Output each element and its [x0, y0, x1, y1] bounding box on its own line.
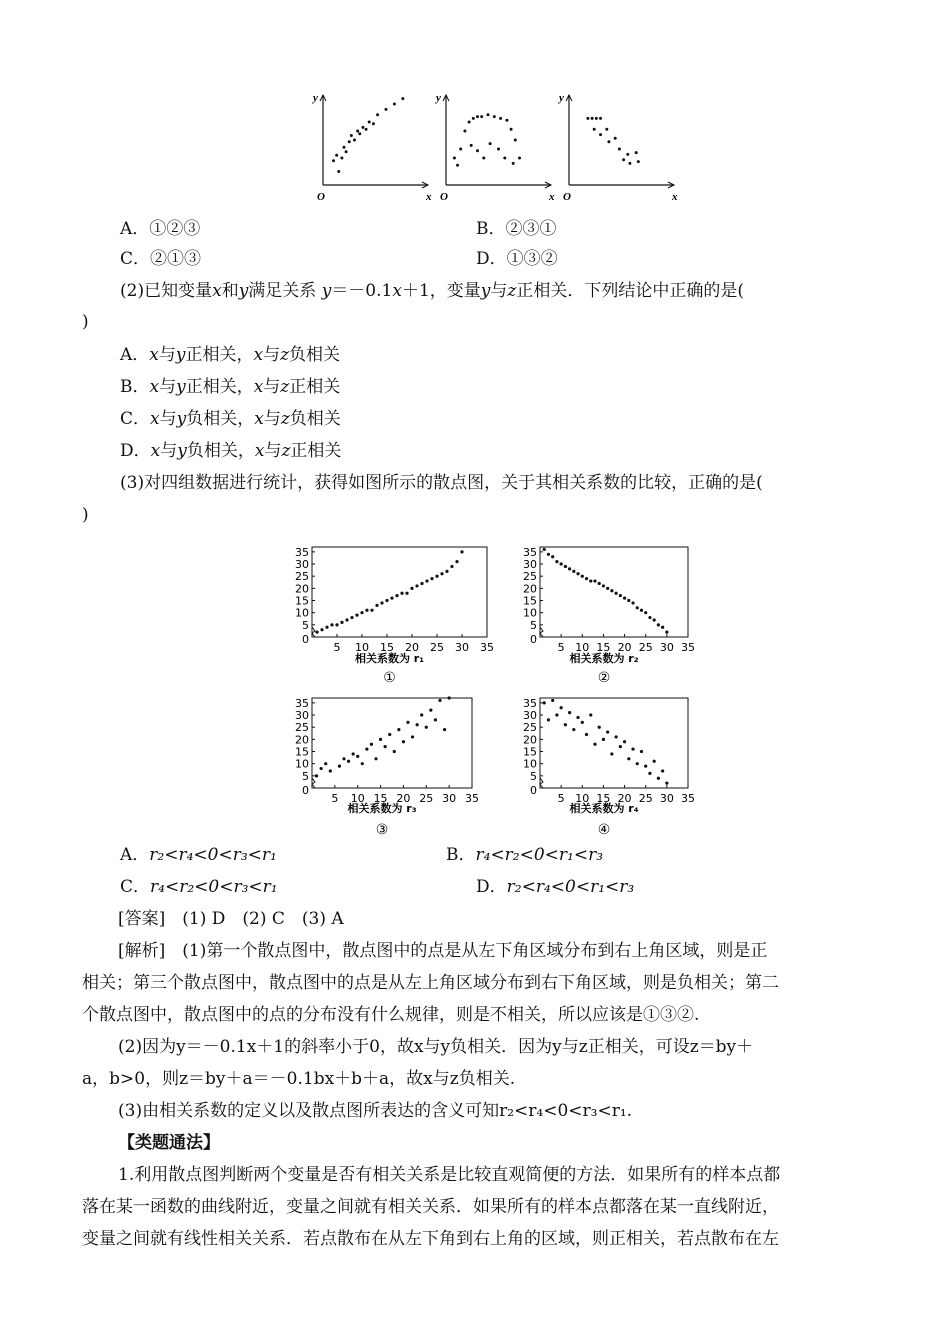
data-point [653, 618, 656, 621]
data-point [593, 743, 596, 746]
data-point [365, 609, 368, 612]
x-axis-label: x [672, 191, 678, 203]
data-point [657, 777, 660, 780]
y-tick-label: 5 [530, 618, 537, 632]
y-axis-label: y [559, 92, 564, 104]
q3-stem: (3)对四组数据进行统计，获得如图所示的散点图，关于其相关系数的比较，正确的是( [120, 473, 763, 493]
data-point [416, 723, 419, 726]
data-point [445, 570, 448, 573]
data-point [661, 769, 664, 772]
data-point [476, 115, 479, 118]
data-point [335, 154, 338, 157]
data-point [568, 567, 571, 570]
data-point [450, 565, 453, 568]
x-tick-label: 10 [355, 641, 369, 654]
data-point [384, 745, 387, 748]
data-point [463, 130, 466, 133]
data-point [631, 747, 634, 750]
analysis-line-2: 相关；第三个散点图中，散点图中的点是从左上角区域分布到右下角区域，则是负相关；第二 [82, 973, 779, 993]
data-point [547, 553, 550, 556]
data-point [653, 760, 656, 763]
correlation-charts [0, 535, 950, 845]
data-point [605, 128, 608, 131]
data-point [355, 614, 358, 617]
y-tick-label: 25 [295, 570, 309, 584]
data-point [338, 765, 341, 768]
data-point [345, 150, 348, 153]
y-tick-label: 25 [523, 721, 537, 735]
data-point [374, 757, 377, 760]
data-point [489, 142, 492, 145]
data-point [385, 599, 388, 602]
x-tick-label: 10 [350, 792, 365, 805]
method-line-3: 变量之间就有线性相关关系．若点散布在从左下角到右上角的区域，则正相关，若点散布在左 [82, 1229, 779, 1249]
data-point [320, 767, 323, 770]
chart-caption: 相关系数为 r₃ [347, 802, 417, 815]
data-point [598, 726, 601, 729]
data-point [405, 592, 408, 595]
x-tick-label: 5 [331, 792, 339, 805]
data-point [628, 162, 631, 165]
q3-option-d: D．r₂<r₄<0<r₁<r₃ [476, 877, 635, 897]
y-tick-label: 20 [295, 582, 309, 596]
analysis-line-3: 个散点图中，散点图中的点的分布没有什么规律，则是不相关，所以应该是①③②. [82, 1005, 700, 1025]
data-point [456, 164, 459, 167]
data-point [551, 699, 554, 702]
data-point [372, 122, 375, 125]
data-point [385, 108, 388, 111]
data-point [576, 572, 579, 575]
plot-frame [312, 698, 472, 788]
x-tick-label: 20 [405, 641, 419, 654]
data-point [361, 126, 364, 129]
data-point [615, 592, 618, 595]
method-line-2: 落在某一函数的曲线附近，变量之间就有相关关系．如果所有的样本点都落在某一直线附近， [82, 1197, 779, 1217]
q3-option-c: C．r₄<r₂<0<r₃<r₁ [120, 877, 278, 897]
x-tick-label: 20 [396, 792, 411, 805]
data-point [420, 713, 423, 716]
q1-option-d: D．①③② [476, 249, 558, 269]
data-point [589, 713, 592, 716]
data-point [434, 718, 437, 721]
data-point [564, 565, 567, 568]
data-point [598, 582, 601, 585]
y-tick-label: 15 [295, 745, 309, 759]
data-point [505, 119, 508, 122]
y-axis-label: y [313, 92, 318, 104]
data-point [543, 701, 546, 704]
data-point [325, 626, 328, 629]
data-point [429, 709, 432, 712]
x-tick-label: 15 [596, 641, 611, 654]
q3-stem-close: ) [82, 505, 89, 525]
plot-frame [540, 547, 688, 637]
data-point [356, 130, 359, 133]
y-tick-label: 30 [523, 558, 537, 572]
x-tick-label: 5 [557, 641, 565, 654]
x-axis-label: x [549, 191, 555, 203]
data-point [370, 743, 373, 746]
data-point [380, 601, 383, 604]
data-point [599, 117, 602, 120]
data-point [543, 548, 546, 551]
data-point [585, 577, 588, 580]
x-tick-label: 25 [419, 792, 434, 805]
data-point [400, 592, 403, 595]
answer-line: [答案] (1) D (2) C (3) A [118, 909, 344, 929]
data-point [626, 153, 629, 156]
data-point [585, 733, 588, 736]
q3-option-a: A．r₂<r₄<0<r₃<r₁ [120, 845, 277, 865]
x-tick-label: 35 [465, 792, 479, 805]
data-point [618, 148, 621, 151]
data-point [599, 133, 602, 136]
x-tick-label: 10 [575, 641, 590, 654]
data-point [350, 616, 353, 619]
data-point [401, 97, 404, 100]
y-tick-label: 25 [523, 570, 537, 584]
data-point [607, 140, 610, 143]
y-tick-label: 20 [523, 582, 537, 596]
x-tick-label: 25 [638, 641, 653, 654]
q3-option-b: B．r₄<r₂<0<r₁<r₃ [446, 845, 604, 865]
data-point [602, 738, 605, 741]
data-point [499, 117, 502, 120]
data-point [665, 631, 668, 634]
data-point [342, 757, 345, 760]
y-tick-label: 30 [295, 709, 309, 723]
x-tick-label: 30 [659, 641, 674, 654]
origin-label: 0 [530, 633, 537, 646]
data-point [503, 157, 506, 160]
x-tick-label: 25 [638, 792, 653, 805]
chart-caption: 相关系数为 r₄ [569, 802, 639, 815]
origin-label: 0 [302, 633, 309, 646]
y-tick-label: 35 [523, 545, 537, 559]
x-tick-label: 5 [333, 641, 341, 654]
data-point [480, 115, 483, 118]
data-point [623, 740, 626, 743]
data-point [435, 575, 438, 578]
data-point [459, 148, 462, 151]
data-point [636, 762, 639, 765]
data-point [347, 760, 350, 763]
data-point [606, 730, 609, 733]
data-point [615, 735, 618, 738]
x-axis-label: x [426, 191, 432, 203]
y-tick-label: 5 [302, 769, 309, 783]
data-point [393, 750, 396, 753]
y-tick-label: 15 [523, 745, 537, 759]
data-point [572, 570, 575, 573]
data-point [564, 723, 567, 726]
y-tick-label: 20 [523, 733, 537, 747]
data-point [606, 587, 609, 590]
data-point [602, 584, 605, 587]
data-point [395, 594, 398, 597]
y-tick-label: 15 [523, 594, 537, 608]
data-point [627, 757, 630, 760]
data-point [440, 572, 443, 575]
data-point [350, 134, 353, 137]
x-tick-label: 30 [442, 792, 457, 805]
data-point [425, 726, 428, 729]
data-point [335, 623, 338, 626]
data-point [644, 765, 647, 768]
data-point [661, 626, 664, 629]
origin-label: O [563, 191, 571, 203]
data-point [619, 745, 622, 748]
data-point [375, 604, 378, 607]
data-point [420, 582, 423, 585]
data-point [610, 752, 613, 755]
data-point [637, 160, 640, 163]
data-point [591, 117, 594, 120]
data-point [340, 621, 343, 624]
data-point [636, 606, 639, 609]
data-point [360, 611, 363, 614]
data-point [560, 706, 563, 709]
data-point [453, 157, 456, 160]
data-point [410, 587, 413, 590]
data-point [586, 117, 589, 120]
data-point [547, 718, 550, 721]
data-point [397, 728, 400, 731]
data-point [365, 128, 368, 131]
data-point [568, 711, 571, 714]
q2-option-a: A．x与y正相关，x与z负相关 [120, 345, 341, 365]
y-tick-label: 35 [523, 696, 537, 710]
x-tick-label: 35 [681, 792, 695, 805]
chart-number: ③ [375, 822, 389, 838]
data-point [329, 769, 332, 772]
data-point [402, 740, 405, 743]
x-tick-label: 30 [659, 792, 674, 805]
data-point [581, 721, 584, 724]
data-point [640, 609, 643, 612]
origin-label: O [317, 191, 325, 203]
data-point [324, 762, 327, 765]
y-tick-label: 10 [523, 757, 537, 771]
y-tick-label: 35 [295, 545, 309, 559]
q1-option-a: A．①②③ [120, 219, 201, 239]
q1-option-c: C．②①③ [120, 249, 202, 269]
data-point [644, 611, 647, 614]
q1-option-b: B．②③① [476, 219, 557, 239]
data-point [640, 750, 643, 753]
x-tick-label: 10 [575, 792, 590, 805]
chart-number: ② [597, 670, 611, 686]
data-point [665, 782, 668, 785]
data-point [356, 755, 359, 758]
data-point [353, 139, 356, 142]
chart-number: ④ [597, 822, 611, 838]
data-point [472, 117, 475, 120]
plot-frame [540, 698, 688, 788]
data-point [610, 589, 613, 592]
chart-caption: 相关系数为 r₂ [569, 652, 639, 665]
y-tick-label: 10 [523, 606, 537, 620]
data-point [352, 752, 355, 755]
data-point [345, 618, 348, 621]
x-tick-label: 20 [617, 641, 632, 654]
data-point [337, 170, 340, 173]
data-point [551, 555, 554, 558]
data-point [320, 628, 323, 631]
data-point [460, 550, 463, 553]
data-point [572, 728, 575, 731]
data-point [348, 140, 351, 143]
q2-option-d: D．x与y负相关，x与z正相关 [120, 441, 342, 461]
y-tick-label: 5 [302, 618, 309, 632]
data-point [438, 699, 441, 702]
data-point [370, 609, 373, 612]
data-point [657, 623, 660, 626]
data-point [406, 721, 409, 724]
data-point [379, 738, 382, 741]
origin-label: O [440, 191, 448, 203]
data-point [555, 713, 558, 716]
analysis2-line-2: a，b>0，则z＝by＋a＝－0.1bx＋b＋a，故x与z负相关. [82, 1069, 516, 1089]
data-point [365, 747, 368, 750]
data-point [614, 137, 617, 140]
data-point [648, 616, 651, 619]
y-tick-label: 5 [530, 769, 537, 783]
data-point [589, 579, 592, 582]
y-tick-label: 10 [295, 757, 309, 771]
data-point [468, 121, 471, 124]
x-tick-label: 35 [681, 641, 695, 654]
data-point [576, 716, 579, 719]
data-point [443, 728, 446, 731]
data-point [361, 762, 364, 765]
y-tick-label: 25 [295, 721, 309, 735]
data-point [581, 575, 584, 578]
data-point [595, 117, 598, 120]
data-point [330, 623, 333, 626]
data-point [510, 128, 513, 131]
data-point [376, 113, 379, 116]
data-point [340, 157, 343, 160]
data-point [425, 579, 428, 582]
data-point [487, 113, 490, 116]
analysis2-line-1: (2)因为y＝－0.1x＋1的斜率小于0，故x与y负相关．因为y与z正相关，可设z＝by＋ [118, 1037, 754, 1057]
y-tick-label: 10 [295, 606, 309, 620]
data-point [470, 144, 473, 147]
q2-stem: (2)已知变量x和y满足关系 y＝－0.1x＋1，变量y与z正相关．下列结论中正确的是( [120, 281, 744, 301]
data-point [555, 560, 558, 563]
y-tick-label: 20 [295, 733, 309, 747]
data-point [593, 128, 596, 131]
q2-option-c: C．x与y负相关，x与z负相关 [120, 409, 341, 429]
chart-number: ① [383, 670, 396, 686]
data-point [332, 159, 335, 162]
data-point [512, 162, 515, 165]
plot-frame [312, 547, 487, 637]
data-point [635, 151, 638, 154]
data-point [622, 158, 625, 161]
data-point [619, 594, 622, 597]
q2-stem-close: ) [82, 312, 89, 332]
data-point [430, 577, 433, 580]
data-point [455, 560, 458, 563]
data-point [315, 631, 318, 634]
data-point [648, 772, 651, 775]
q2-option-b: B．x与y正相关，x与z正相关 [120, 377, 341, 397]
data-point [390, 596, 393, 599]
data-point [368, 121, 371, 124]
data-point [411, 735, 414, 738]
data-point [497, 148, 500, 151]
data-point [493, 115, 496, 118]
data-point [476, 149, 479, 152]
origin-label: 0 [530, 784, 537, 797]
data-point [560, 562, 563, 565]
data-point [415, 584, 418, 587]
data-point [623, 596, 626, 599]
data-point [482, 157, 485, 160]
data-point [448, 696, 451, 699]
x-tick-label: 15 [380, 641, 394, 654]
data-point [518, 157, 521, 160]
x-tick-label: 5 [557, 792, 565, 805]
y-tick-label: 35 [295, 696, 309, 710]
data-point [631, 601, 634, 604]
analysis-line-1: [解析] (1)第一个散点图中，散点图中的点是从左下角区域分布到右上角区域，则是正 [118, 941, 768, 961]
method-title: 【类题通法】 [118, 1133, 220, 1153]
data-point [627, 599, 630, 602]
chart-caption: 相关系数为 r₁ [354, 652, 425, 665]
data-point [388, 733, 391, 736]
data-point [315, 774, 318, 777]
origin-label: 0 [302, 784, 309, 797]
x-tick-label: 35 [480, 641, 494, 654]
data-point [514, 139, 517, 142]
x-tick-label: 15 [373, 792, 388, 805]
y-axis-label: y [436, 92, 441, 104]
method-line-1: 1.利用散点图判断两个变量是否有相关关系是比较直观简便的方法．如果所有的样本点都 [118, 1165, 781, 1185]
data-point [393, 103, 396, 106]
data-point [358, 132, 361, 135]
x-tick-label: 25 [430, 641, 444, 654]
y-tick-label: 30 [295, 558, 309, 572]
y-tick-label: 30 [523, 709, 537, 723]
analysis3-line: (3)由相关系数的定义以及散点图所表达的含义可知r₂<r₄<0<r₃<r₁. [118, 1101, 633, 1121]
data-point [593, 579, 596, 582]
x-tick-label: 20 [617, 792, 632, 805]
y-tick-label: 15 [295, 594, 309, 608]
data-point [343, 146, 346, 149]
x-tick-label: 15 [596, 792, 611, 805]
x-tick-label: 30 [455, 641, 469, 654]
